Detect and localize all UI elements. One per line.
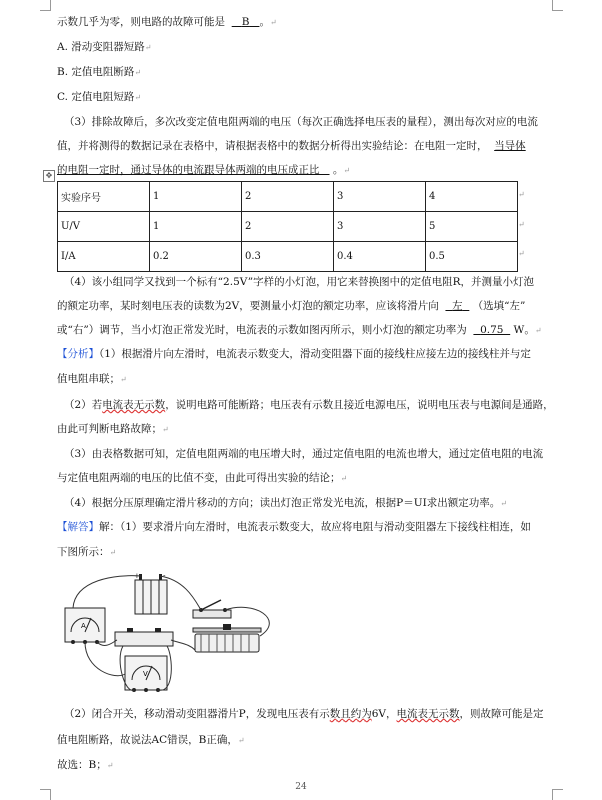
table-cell: I/A [58,242,150,272]
table-cell: U/V [58,212,150,242]
option-b: B. 定值电阻断路↵ [57,66,142,78]
analysis-line1: 【分析】（1）根据滑片向左滑时，电流表示数变大，滑动变阻器下面的接线柱应接左边的接线柱并与定 [57,348,531,360]
svg-text:+: + [134,572,140,580]
q3-line3: 的电阻一定时，通过导体的电流跟导体两端的电压成正比 。↵ [57,164,351,176]
crop-mark [40,0,51,11]
table-row [58,212,518,242]
table-cell: 5 [426,212,518,242]
option-a: A. 滑动变阻器短路↵ [57,41,152,53]
row-end-mark: ↵ [518,190,525,199]
resistor-icon [115,628,173,646]
analysis-line6: 与定值电阻两端的电压的比值不变，由此可得出实验的结论；↵ [57,472,348,484]
crop-mark [552,789,563,800]
svg-text:V: V [143,670,148,678]
analysis-line2: 值电阻串联；↵ [57,373,127,385]
table-cell: 4 [426,182,518,212]
rheostat-icon [193,624,261,652]
table-cell: 0.3 [242,242,334,272]
analysis-line7: （4）根据分压原理确定滑片移动的方向；读出灯泡正常发光电流，根据P＝UI求出额定功率。↵ [64,497,507,509]
solution-line5: 故选：B；↵ [57,759,114,771]
q3-line1: （3）排除故障后，多次改变定值电阻两端的电压（每次正确选择电压表的量程），测出每次对应的电流 [64,116,538,128]
page-number: 24 [295,782,307,792]
q4-line2: 的额定功率，某时刻电压表的读数为2V，要测量小灯泡的额定功率，应该将滑片向 左 （选填“左” [57,300,526,312]
solution-line2: 下图所示：↵ [57,546,117,558]
table-cell: 1 [150,182,242,212]
analysis-line4: 由此可判断电路故障；↵ [57,423,169,435]
solution-line3: （2）闭合开关，移动滑动变阻器滑片P，发现电压表有示数且约为6V，电流表无示数，则故障可能是定 [64,708,544,720]
circuit-diagram [55,570,295,700]
svg-text:-: - [163,572,166,580]
row-end-mark: ↵ [518,220,525,229]
option-c: C. 定值电阻短路↵ [57,91,142,103]
table-cell: 3 [334,182,426,212]
battery-icon [134,572,167,614]
crop-mark [552,0,563,11]
solution-line4: 值电阻断路，故说法AC错误，B正确，↵ [57,734,245,746]
q3-line2: 值，并将测得的数据记录在表格中，请根据表格中的数据分析得出实验结论：在电阻一定时， 当导体 [57,140,526,152]
table-row [58,242,518,272]
table-cell: 0.2 [150,242,242,272]
table-cell: 2 [242,182,334,212]
table-cell: 2 [242,212,334,242]
data-table [57,181,518,272]
table-cell: 3 [334,212,426,242]
q4-line1: （4）该小组同学又找到一个标有“2.5V”字样的小灯泡，用它来替换图中的定值电阻R，并测量小灯泡 [64,276,534,288]
table-cell: 0.4 [334,242,426,272]
table-cell: 实验序号 [58,182,150,212]
crop-mark [40,789,51,800]
voltmeter-icon [125,656,167,692]
q4-line3: 或“右”）调节，当小灯泡正常发光时，电流表的示数如图丙所示，则小灯泡的额定功率为 0.75 W。↵ [57,324,542,336]
analysis-line3: （2）若电流表无示数，说明电路可能断路；电压表有示数且接近电源电压，说明电压表与电源间是通路， [64,399,554,411]
row-end-mark: ↵ [518,249,525,258]
table-row [58,182,518,212]
table-move-handle-icon[interactable]: ✥ [43,170,55,182]
q2-answer-line: 示数几乎为零，则电路的故障可能是 B 。↵ [57,16,277,28]
solution-line1: 【解答】解：（1）要求滑片向左滑时，电流表示数变大，故应将电阻与滑动变阻器左下接线柱相连，如 [57,521,531,533]
svg-text:A: A [81,622,86,630]
table-cell: 0.5 [426,242,518,272]
ammeter-icon [65,608,105,644]
switch-icon [193,600,231,618]
analysis-line5: （3）由表格数据可知，定值电阻两端的电压增大时，通过定值电阻的电流也增大，通过定值电阻的电流 [64,448,544,460]
table-cell: 1 [150,212,242,242]
